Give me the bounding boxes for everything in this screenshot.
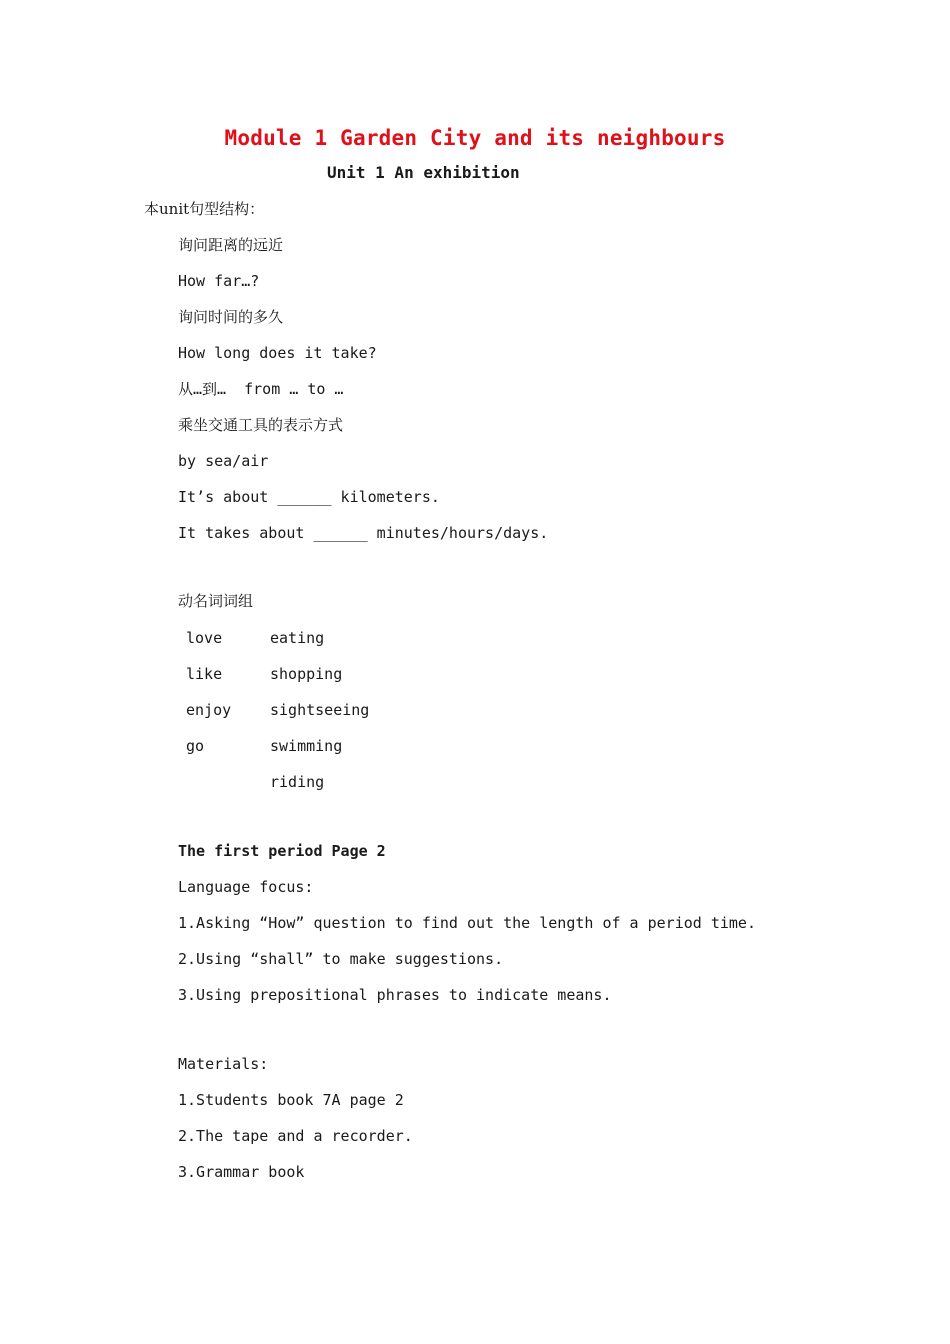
materials-label: Materials: xyxy=(178,1055,269,1073)
language-focus-item: 2.Using “shall” to make suggestions. xyxy=(178,950,504,968)
gerund-verb: go xyxy=(186,737,205,755)
gerund-verb: love xyxy=(186,629,223,647)
structure-line: 询问时间的多久 xyxy=(178,308,284,326)
gerund-noun: swimming xyxy=(270,737,343,755)
materials-item: 3.Grammar book xyxy=(178,1163,305,1181)
gerund-noun: sightseeing xyxy=(270,701,370,719)
gerund-noun: shopping xyxy=(270,665,343,683)
gerund-noun: eating xyxy=(270,629,325,647)
period-heading: The first period Page 2 xyxy=(178,842,386,860)
gerund-heading: 动名词词组 xyxy=(178,592,254,610)
structure-line: 从…到… from … to … xyxy=(178,380,344,398)
structure-line: 乘坐交通工具的表示方式 xyxy=(178,416,344,434)
gerund-noun: riding xyxy=(270,773,325,791)
structures-heading: 本unit句型结构： xyxy=(144,200,265,218)
language-focus-item: 1.Asking “How” question to find out the length of a period time. xyxy=(178,914,756,932)
language-focus-label: Language focus: xyxy=(178,878,314,896)
materials-item: 2.The tape and a recorder. xyxy=(178,1127,413,1145)
structure-line: It’s about ______ kilometers. xyxy=(178,488,440,506)
materials-item: 1.Students book 7A page 2 xyxy=(178,1091,404,1109)
structure-line: 询问距离的远近 xyxy=(178,236,284,254)
language-focus-item: 3.Using prepositional phrases to indicate means. xyxy=(178,986,612,1004)
structure-line: How long does it take? xyxy=(178,344,377,362)
structure-line: by sea/air xyxy=(178,452,269,470)
gerund-verb: like xyxy=(186,665,223,683)
structure-line: It takes about ______ minutes/hours/days. xyxy=(178,524,549,542)
document-subtitle: Unit 1 An exhibition xyxy=(327,163,520,182)
structure-line: How far…? xyxy=(178,272,260,290)
document-title: Module 1 Garden City and its neighbours xyxy=(224,126,726,150)
gerund-verb: enjoy xyxy=(186,701,232,719)
